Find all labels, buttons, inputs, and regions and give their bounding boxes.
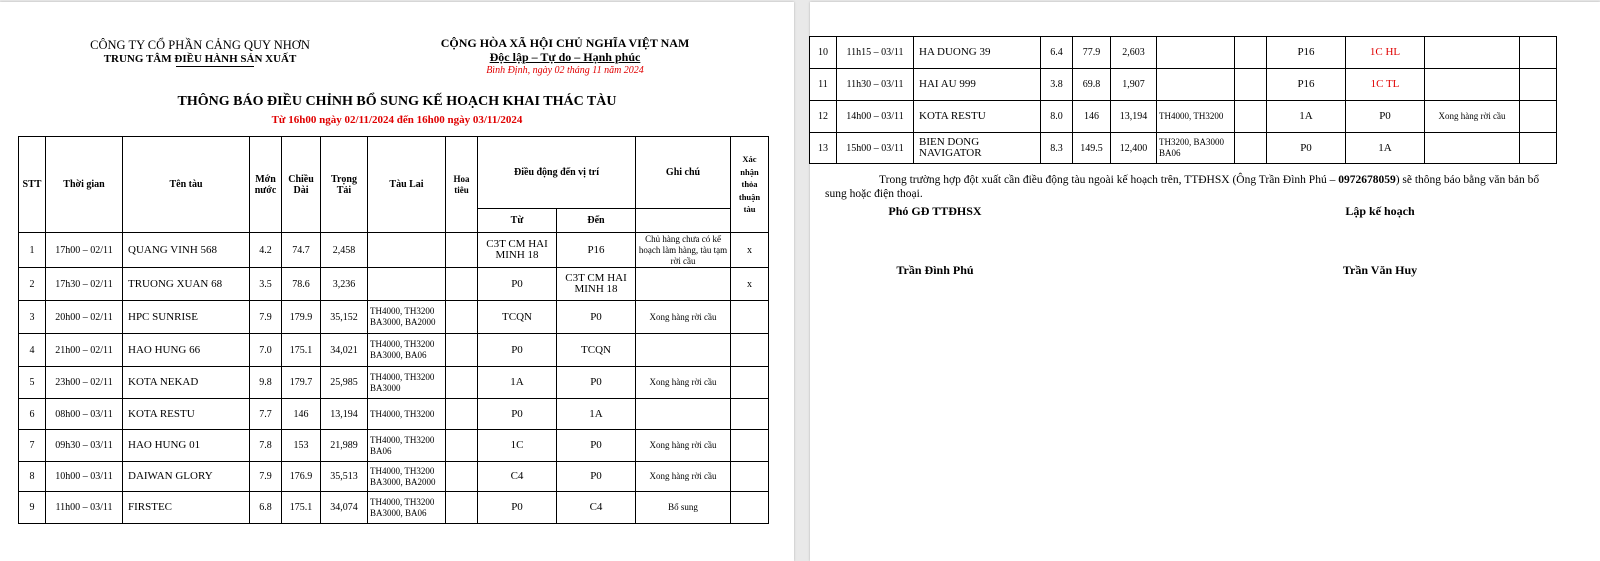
cell-pilot — [446, 233, 478, 268]
cell-note — [636, 334, 731, 367]
col-stt: STT — [19, 137, 46, 233]
cell-ship: HAO HUNG 66 — [123, 334, 250, 367]
table-row — [19, 367, 769, 399]
cell-length: 176.9 — [282, 462, 321, 492]
cell-draft: 6.8 — [250, 492, 282, 524]
cell-ship: KOTA RESTU — [123, 399, 250, 430]
signer-right-title: Lập kế hoạch — [1345, 204, 1415, 218]
col-tonnage: Trọng Tải — [321, 137, 368, 233]
cell-length: 77.9 — [1073, 37, 1111, 69]
cell-draft: 3.5 — [250, 268, 282, 301]
cell-note: Xong hàng rời cầu — [1425, 101, 1520, 133]
cell-tug — [1157, 69, 1235, 101]
cell-to: P0 — [1346, 101, 1425, 133]
cell-note: Bổ sung — [636, 492, 731, 524]
cell-from: 1A — [478, 367, 557, 399]
cell-note: Chủ hàng chưa có kế hoạch làm hàng, tàu tạm rời cầu — [636, 233, 731, 268]
signer-left-title: Phó GĐ TTĐHSX — [888, 204, 982, 218]
cell-tug — [1157, 37, 1235, 69]
cell-draft: 7.9 — [250, 462, 282, 492]
cell-ship: DAIWAN GLORY — [123, 462, 250, 492]
col-note-sub — [636, 209, 731, 233]
cell-tonnage: 13,194 — [1111, 101, 1157, 133]
cell-confirm — [1520, 101, 1557, 133]
cell-draft: 7.8 — [250, 430, 282, 462]
col-to: Đến — [557, 209, 636, 233]
cell-time: 10h00 – 03/11 — [46, 462, 123, 492]
cell-ship: HAO HUNG 01 — [123, 430, 250, 462]
cell-confirm — [731, 462, 769, 492]
cell-to: P16 — [557, 233, 636, 268]
cell-to: TCQN — [557, 334, 636, 367]
department-underline — [176, 66, 254, 67]
cell-confirm — [1520, 37, 1557, 69]
cell-from: TCQN — [478, 301, 557, 334]
cell-note: Xong hàng rời cầu — [636, 301, 731, 334]
cell-from: 1A — [1267, 101, 1346, 133]
cell-draft: 3.8 — [1041, 69, 1073, 101]
cell-ship: HA DUONG 39 — [914, 37, 1041, 69]
document-title: THÔNG BÁO ĐIỀU CHỈNH BỔ SUNG KẾ HOẠCH KHAI THÁC TÀU — [177, 94, 617, 109]
cell-from: C3T CM HAI MINH 18 — [478, 233, 557, 268]
cell-pilot — [446, 462, 478, 492]
cell-from: P0 — [478, 492, 557, 524]
cell-to: C3T CM HAI MINH 18 — [557, 268, 636, 301]
cell-tug: TH4000, TH3200 BA3000, BA06 — [368, 334, 446, 367]
cell-stt: 1 — [19, 233, 46, 268]
cell-tonnage: 13,194 — [321, 399, 368, 430]
cell-tonnage: 35,513 — [321, 462, 368, 492]
cell-tug: TH4000, TH3200 BA3000, BA2000 — [368, 301, 446, 334]
department-name: TRUNG TÂM ĐIỀU HÀNH SẢN XUẤT — [103, 53, 297, 65]
table-row — [810, 37, 1557, 69]
cell-confirm — [731, 301, 769, 334]
cell-stt: 5 — [19, 367, 46, 399]
cell-time: 14h00 – 03/11 — [837, 101, 914, 133]
cell-length: 179.9 — [282, 301, 321, 334]
cell-tonnage: 2,458 — [321, 233, 368, 268]
cell-tug: TH4000, TH3200 — [1157, 101, 1235, 133]
cell-note — [1425, 69, 1520, 101]
cell-note: Xong hàng rời cầu — [636, 367, 731, 399]
cell-to: 1C TL — [1346, 69, 1425, 101]
cell-from: P16 — [1267, 37, 1346, 69]
motto: Độc lập – Tự do – Hạnh phúc — [489, 50, 641, 64]
cell-confirm — [731, 367, 769, 399]
cell-pilot — [446, 268, 478, 301]
document-subtitle: Từ 16h00 ngày 02/11/2024 đến 16h00 ngày 03/11/2024 — [271, 114, 523, 126]
cell-time: 15h00 – 03/11 — [837, 133, 914, 164]
cell-tonnage: 12,400 — [1111, 133, 1157, 164]
cell-confirm — [731, 430, 769, 462]
col-pilot: Hoa tiêu — [446, 137, 478, 233]
cell-from: 1C — [478, 430, 557, 462]
cell-tug — [368, 268, 446, 301]
cell-draft: 7.7 — [250, 399, 282, 430]
cell-confirm: x — [731, 268, 769, 301]
cell-length: 175.1 — [282, 492, 321, 524]
table-row — [810, 69, 1557, 101]
cell-stt: 7 — [19, 430, 46, 462]
cell-stt: 8 — [19, 462, 46, 492]
cell-draft: 6.4 — [1041, 37, 1073, 69]
cell-tonnage: 21,989 — [321, 430, 368, 462]
cell-to: 1C HL — [1346, 37, 1425, 69]
cell-tug: TH4000, TH3200 BA3000 — [368, 367, 446, 399]
table-row — [810, 133, 1557, 164]
cell-ship: QUANG VINH 568 — [123, 233, 250, 268]
cell-stt: 13 — [810, 133, 837, 164]
col-length: Chiều Dài — [282, 137, 321, 233]
table-row — [810, 101, 1557, 133]
cell-confirm — [731, 399, 769, 430]
cell-tonnage: 34,021 — [321, 334, 368, 367]
cell-ship: KOTA NEKAD — [123, 367, 250, 399]
cell-pilot — [1235, 37, 1267, 69]
cell-length: 78.6 — [282, 268, 321, 301]
cell-time: 17h30 – 02/11 — [46, 268, 123, 301]
cell-ship: BIEN DONG NAVIGATOR — [914, 133, 1041, 164]
cell-note — [1425, 37, 1520, 69]
date-line: Bình Định, ngày 02 tháng 11 năm 2024 — [486, 65, 644, 76]
country-name: CỘNG HÒA XÃ HỘI CHỦ NGHĨA VIỆT NAM — [440, 36, 690, 50]
document-page-2 — [810, 2, 1600, 561]
cell-ship: HAI AU 999 — [914, 69, 1041, 101]
cell-tonnage: 25,985 — [321, 367, 368, 399]
ship-plan-table-continued — [809, 36, 1557, 164]
cell-tug — [368, 233, 446, 268]
col-move: Điều động đến vị trí — [478, 137, 636, 209]
cell-tonnage: 1,907 — [1111, 69, 1157, 101]
cell-pilot — [446, 367, 478, 399]
cell-to: C4 — [557, 492, 636, 524]
cell-time: 09h30 – 03/11 — [46, 430, 123, 462]
company-name: CÔNG TY CỔ PHẦN CẢNG QUY NHƠN — [90, 38, 310, 52]
cell-confirm — [731, 334, 769, 367]
cell-draft: 4.2 — [250, 233, 282, 268]
table-row — [19, 334, 769, 367]
cell-ship: FIRSTEC — [123, 492, 250, 524]
cell-confirm — [1520, 69, 1557, 101]
cell-time: 20h00 – 02/11 — [46, 301, 123, 334]
cell-length: 146 — [282, 399, 321, 430]
cell-pilot — [1235, 133, 1267, 164]
cell-to: P0 — [557, 462, 636, 492]
cell-time: 11h00 – 03/11 — [46, 492, 123, 524]
cell-length: 175.1 — [282, 334, 321, 367]
cell-tug: TH3200, BA3000 BA06 — [1157, 133, 1235, 164]
cell-stt: 10 — [810, 37, 837, 69]
cell-note: Xong hàng rời cầu — [636, 462, 731, 492]
cell-note: Xong hàng rời cầu — [636, 430, 731, 462]
cell-time: 17h00 – 02/11 — [46, 233, 123, 268]
cell-time: 23h00 – 02/11 — [46, 367, 123, 399]
cell-pilot — [446, 301, 478, 334]
cell-note — [1425, 133, 1520, 164]
cell-stt: 9 — [19, 492, 46, 524]
cell-pilot — [446, 334, 478, 367]
footer-note: Trong trường hợp đột xuất cần điều động tàu ngoài kế hoạch trên, TTĐHSX (Ông Trần Đình Phú – 0972678059) sẽ thông báo bằng văn bản bổ sung hoặc điện thoại. — [825, 174, 1540, 200]
cell-from: P0 — [478, 268, 557, 301]
cell-note — [636, 399, 731, 430]
signer-right-name: Trần Văn Huy — [1342, 263, 1418, 277]
cell-from: P16 — [1267, 69, 1346, 101]
cell-from: P0 — [478, 399, 557, 430]
table-row — [19, 233, 769, 268]
cell-draft: 7.0 — [250, 334, 282, 367]
cell-tonnage: 34,074 — [321, 492, 368, 524]
cell-time: 21h00 – 02/11 — [46, 334, 123, 367]
cell-stt: 4 — [19, 334, 46, 367]
col-time: Thời gian — [46, 137, 123, 233]
cell-length: 149.5 — [1073, 133, 1111, 164]
cell-to: P0 — [557, 367, 636, 399]
table-row — [19, 268, 769, 301]
cell-length: 74.7 — [282, 233, 321, 268]
cell-confirm — [1520, 133, 1557, 164]
cell-tug: TH4000, TH3200 BA3000, BA2000 — [368, 462, 446, 492]
cell-stt: 2 — [19, 268, 46, 301]
col-draft: Mớn nước — [250, 137, 282, 233]
ship-plan-table — [18, 136, 769, 524]
cell-length: 153 — [282, 430, 321, 462]
cell-tonnage: 35,152 — [321, 301, 368, 334]
cell-length: 146 — [1073, 101, 1111, 133]
col-confirm: Xác nhận thỏa thuận tàu — [731, 137, 769, 233]
cell-draft: 7.9 — [250, 301, 282, 334]
table-body — [19, 233, 769, 524]
cell-time: 08h00 – 03/11 — [46, 399, 123, 430]
col-from: Từ — [478, 209, 557, 233]
col-ship: Tên tàu — [123, 137, 250, 233]
cell-from: P0 — [478, 334, 557, 367]
table-row — [19, 399, 769, 430]
cell-time: 11h30 – 03/11 — [837, 69, 914, 101]
cell-draft: 9.8 — [250, 367, 282, 399]
cell-ship: KOTA RESTU — [914, 101, 1041, 133]
cell-pilot — [446, 492, 478, 524]
cell-draft: 8.3 — [1041, 133, 1073, 164]
table-row — [19, 301, 769, 334]
cell-pilot — [1235, 101, 1267, 133]
cell-tug: TH4000, TH3200 — [368, 399, 446, 430]
cell-stt: 11 — [810, 69, 837, 101]
cell-to: 1A — [1346, 133, 1425, 164]
cell-to: P0 — [557, 430, 636, 462]
cell-confirm: x — [731, 233, 769, 268]
cell-tug: TH4000, TH3200 BA3000, BA06 — [368, 492, 446, 524]
cell-stt: 12 — [810, 101, 837, 133]
document-page-1 — [0, 2, 794, 561]
cell-tug: TH4000, TH3200 BA06 — [368, 430, 446, 462]
cell-from: P0 — [1267, 133, 1346, 164]
cell-time: 11h15 – 03/11 — [837, 37, 914, 69]
col-tug: Tàu Lai — [368, 137, 446, 233]
cell-confirm — [731, 492, 769, 524]
cell-pilot — [446, 399, 478, 430]
col-note: Ghi chú — [636, 137, 731, 209]
cell-from: C4 — [478, 462, 557, 492]
cell-draft: 8.0 — [1041, 101, 1073, 133]
table-row — [19, 462, 769, 492]
cell-to: P0 — [557, 301, 636, 334]
cell-to: 1A — [557, 399, 636, 430]
table-row — [19, 430, 769, 462]
cell-stt: 6 — [19, 399, 46, 430]
cell-ship: TRUONG XUAN 68 — [123, 268, 250, 301]
cell-pilot — [1235, 69, 1267, 101]
cell-stt: 3 — [19, 301, 46, 334]
cell-ship: HPC SUNRISE — [123, 301, 250, 334]
cell-pilot — [446, 430, 478, 462]
contact-phone: 0972678059 — [1338, 174, 1396, 186]
signer-left-name: Trần Đình Phú — [896, 263, 974, 277]
table-body-continued — [810, 37, 1557, 164]
cell-length: 69.8 — [1073, 69, 1111, 101]
cell-tonnage: 3,236 — [321, 268, 368, 301]
cell-tonnage: 2,603 — [1111, 37, 1157, 69]
cell-length: 179.7 — [282, 367, 321, 399]
table-row — [19, 492, 769, 524]
cell-note — [636, 268, 731, 301]
